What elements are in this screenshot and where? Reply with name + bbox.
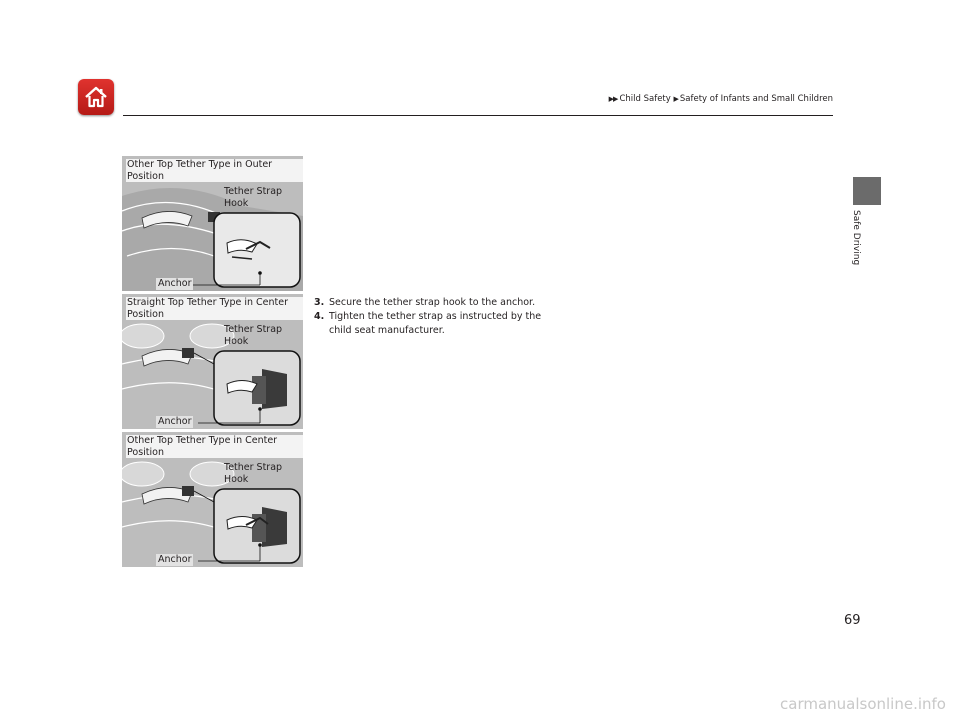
figure-straight-center-position (122, 294, 303, 429)
figure-other-center-position (122, 432, 303, 567)
header-rule (123, 115, 833, 116)
breadcrumb (609, 94, 833, 104)
step-text: Tighten the tether strap as instructed by the child seat manufacturer. (329, 311, 542, 336)
figure-title: Other Top Tether Type in Center Position (126, 435, 303, 458)
section-tab[interactable] (853, 177, 881, 205)
home-icon (83, 84, 109, 110)
step-item (314, 296, 564, 310)
tether-strap-hook-label: Tether Strap Hook (224, 324, 283, 347)
anchor-label: Anchor (158, 278, 192, 289)
breadcrumb-arrow-icon: ▶ (673, 95, 678, 103)
step-number: 4. (314, 311, 325, 322)
tether-strap-hook-label: Tether Strap Hook (224, 186, 283, 209)
home-button[interactable] (78, 79, 114, 115)
anchor-label: Anchor (158, 554, 192, 565)
instruction-steps (314, 296, 564, 338)
figure-title: Other Top Tether Type in Outer Position (126, 159, 303, 182)
tether-strap-hook-label: Tether Strap Hook (224, 462, 283, 485)
step-text: Secure the tether strap hook to the anchor. (329, 297, 536, 308)
breadcrumb-item-safety-of-infants[interactable]: Safety of Infants and Small Children (679, 94, 833, 104)
step-number: 3. (314, 297, 325, 308)
breadcrumb-item-child-safety[interactable]: Child Safety (619, 94, 671, 104)
anchor-label: Anchor (158, 416, 192, 427)
watermark: carmanualsonline.info (780, 695, 946, 713)
section-label: Safe Driving (851, 210, 861, 266)
figure-title: Straight Top Tether Type in Center Position (126, 297, 303, 320)
page-number: 69 (844, 613, 861, 628)
figure-outer-position (122, 156, 303, 291)
breadcrumb-arrow-icon: ▶▶ (608, 95, 618, 103)
step-item (314, 310, 564, 338)
